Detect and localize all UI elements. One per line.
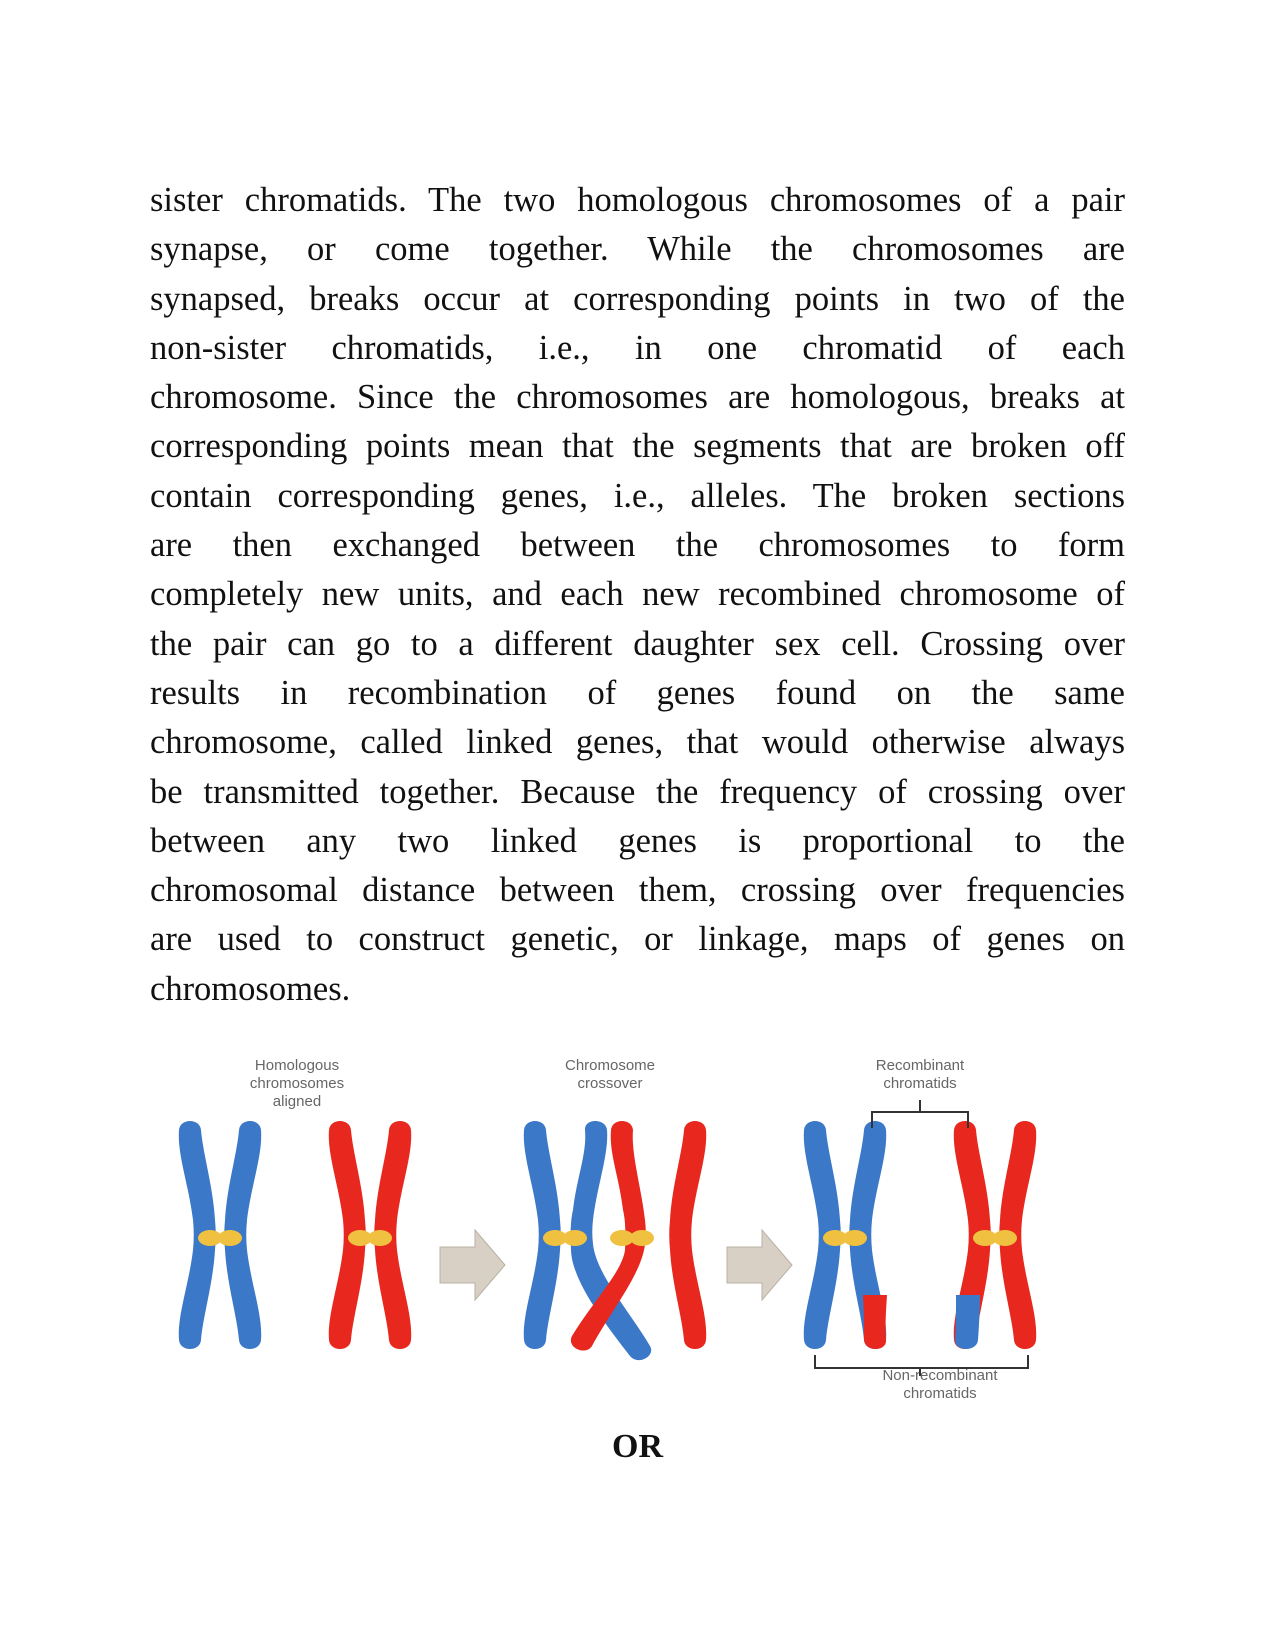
centromere [543, 1230, 654, 1246]
swapped-red-segment [863, 1295, 887, 1349]
arrow-right-icon [440, 1230, 505, 1300]
text-line: completely new units, and each new recombined chromosome of [150, 575, 1125, 614]
text-line: are then exchanged between the chromosomes to form [150, 526, 1125, 565]
label-crossover-1: Chromosome [564, 1057, 656, 1074]
text-line: sister chromatids. The two homologous chromosomes of a pair [150, 181, 1125, 219]
text-line: be transmitted together. Because the frequency of crossing over [150, 772, 1125, 811]
label-recombinant-1: Recombinant [875, 1057, 965, 1074]
centromere [823, 1230, 1017, 1246]
label-recombinant-2: chromatids [883, 1075, 957, 1092]
label-nonrecombinant-2: chromatids [903, 1385, 977, 1402]
text-line: the pair can go to a different daughter sex cell. Crossing over [150, 624, 1125, 663]
label-nonrecombinant-1: Non-recombinant [882, 1367, 998, 1384]
text-line: chromosome. Since the chromosomes are homologous, breaks at [150, 378, 1125, 417]
text-line: chromosomal distance between them, crossing over frequencies [150, 871, 1125, 910]
recombinant-bracket [872, 1100, 968, 1128]
label-aligned-2: chromosomes [249, 1075, 345, 1092]
body-paragraph [150, 176, 1125, 1014]
label-aligned-1: Homologous [254, 1057, 340, 1074]
centromere [198, 1230, 392, 1246]
text-line: results in recombination of genes found on the same [150, 673, 1125, 712]
text-line: chromosome, called linked genes, that would otherwise always [150, 723, 1125, 762]
label-crossover-2: crossover [577, 1075, 643, 1092]
text-line: non-sister chromatids, i.e., in one chromatid of each [150, 328, 1125, 367]
arrow-right-icon [727, 1230, 792, 1300]
text-line: are used to construct genetic, or linkage, maps of genes on [150, 920, 1125, 959]
crossing-over-figure [160, 1050, 1120, 1410]
text-line: synapsed, breaks occur at corresponding points in two of the [150, 279, 1125, 318]
crossing-over-diagram [160, 1050, 1120, 1410]
label-aligned-3: aligned [272, 1093, 322, 1110]
text-line: chromosomes. [150, 969, 351, 1008]
or-heading: OR [612, 1428, 663, 1465]
text-line: contain corresponding genes, i.e., alleles. The broken sections [150, 476, 1125, 515]
text-line: between any two linked genes is proportional to the [150, 821, 1125, 860]
text-line: synapse, or come together. While the chromosomes are [150, 230, 1125, 269]
swapped-blue-segment [955, 1295, 980, 1349]
text-line: corresponding points mean that the segments that are broken off [150, 427, 1125, 466]
